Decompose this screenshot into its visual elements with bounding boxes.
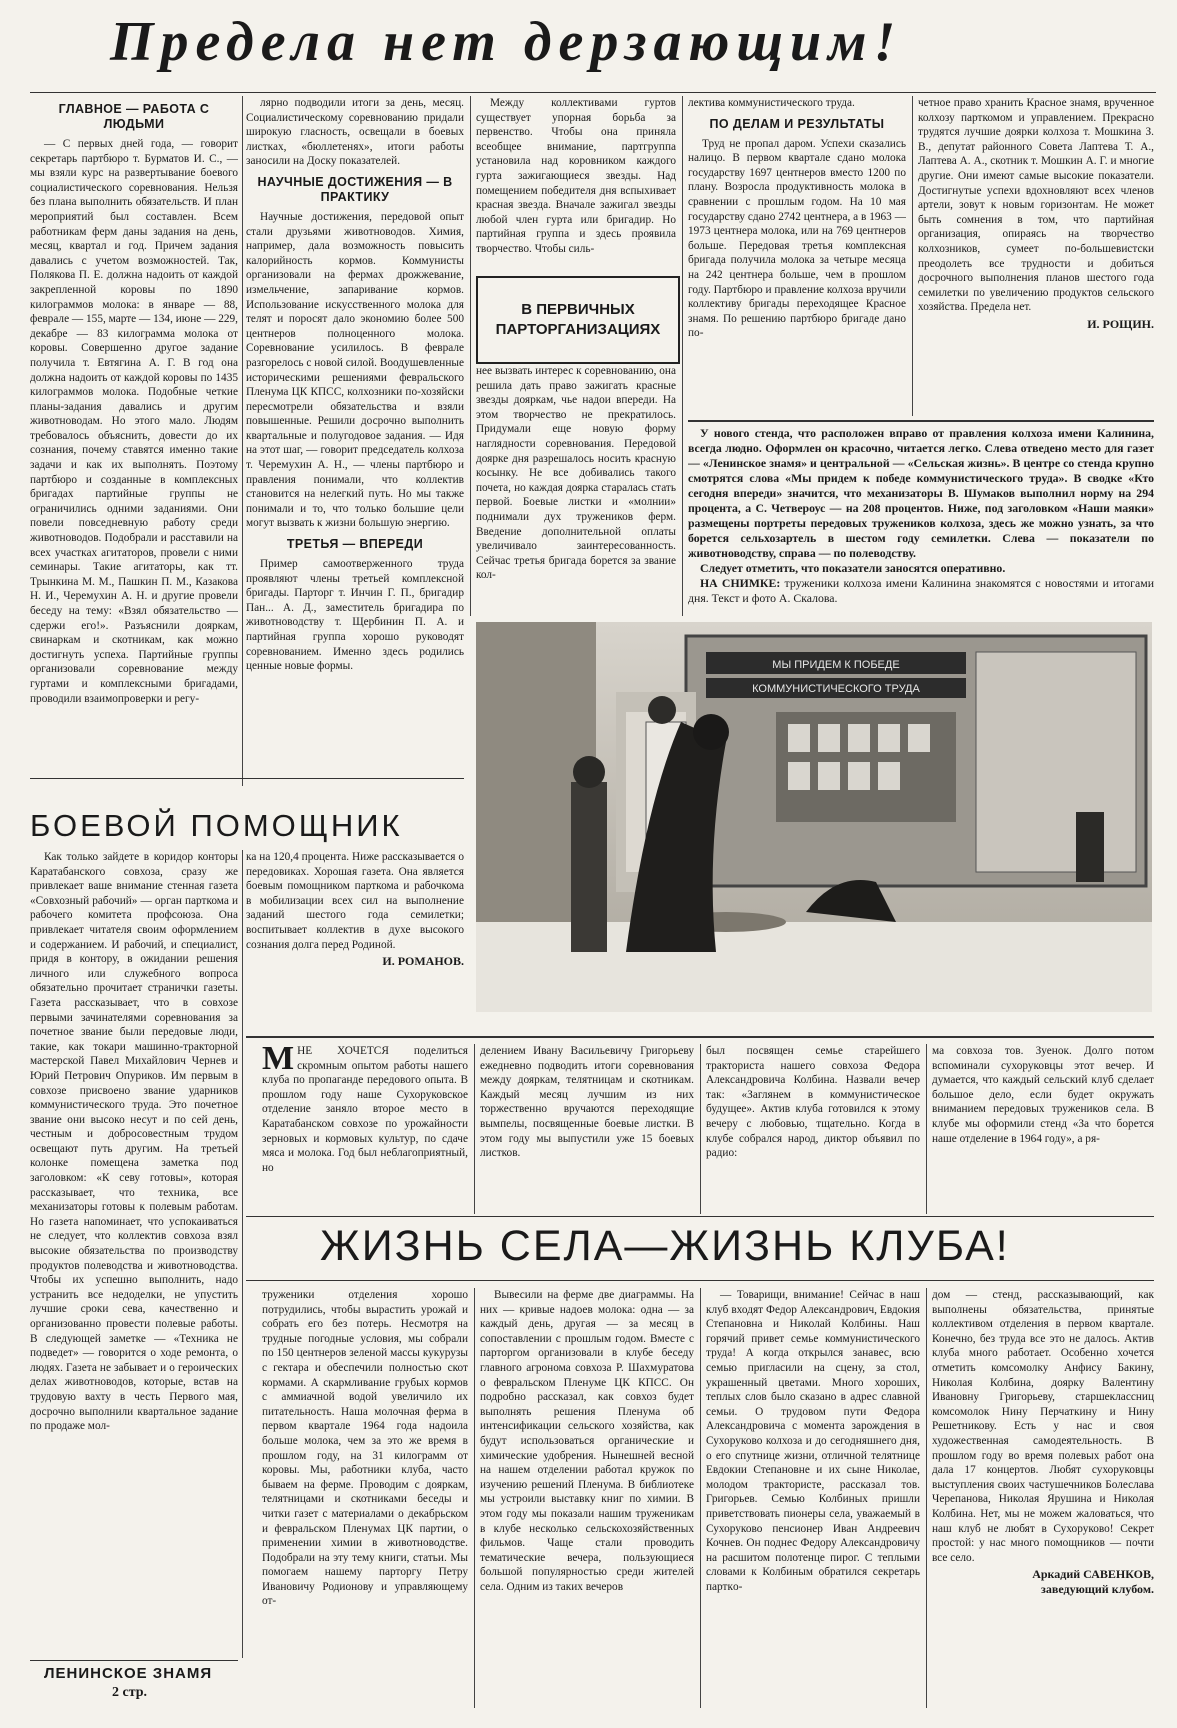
column-divider: [470, 96, 471, 616]
column-divider: [700, 1288, 701, 1708]
column-divider: [242, 850, 243, 1658]
column-divider: [474, 1044, 475, 1214]
col3-text-top: Между коллективами гуртов существует упорная борьба за первенство. Чтобы она приняла всеобщее внимание, партгруппа установила над коровником каждого гурта зажигающиеся звезды. Над помещением победителя дня вспыхивает красная звезда. Вначале зажигал звезды любой член гурта или бригадир. Но партийная группа и здесь проявила творчество. Чтобы силь-: [476, 97, 676, 255]
column-divider: [926, 1288, 927, 1708]
article3-text-g: — Товарищи, внимание! Сейчас в наш клуб входят Федор Александрович, Евдокия Степановна и Николай Колбины. Наш горячий привет семье коммунистического труда! А когда открылся занавес, всю семью пригласили на сцену, за стол, украшенный цветами. Много хороших, теплых слов было сказано в адрес славной семьи. О трудовом пути Федора Александровича с момента зарождения в Сухоруково колхоза и до сегодняшнего дня, о его спутнице жизни, отличной телятнице Евдокии Степановне и их сыне Николае, молодом трактористе, рассказал тов. Григорьев. Семью Колбиных пришли приветствовать пионеры села, уважаемый в Сухоруково пенсионер Иван Андреевич Кочнев. Он поднес Федору Александровичу на расшитом полотенце пирог. С теплыми словами к Колбиным обратился секретарь парткo-: [706, 1289, 920, 1593]
article3-text-f: Вывесили на ферме две диаграммы. На них — кривые надоев молока: одна — за каждый день, другая — за месяц в сопоставлении с прошлым годом. Вместе с парторгом организовали в клубе беседу главного агронома совхоза Р. Шахмуратова о февральском Пленуме ЦК КПСС. Он подробно рассказал, как совхоз будет выполнять решения Пленума об интенсификации сельского хозяйства, как будут использоваться органические и химические удобрения. Нынешней весной на нашем отделении работал кружок по изучению решений Пленума. В библиотеке мы устроили выставку книг по химии. В этом году мы показали нашим труженикам в клубе несколько сельскохозяйственных фильмов. Чаще стали проводить тематические вечера, пользующиеся большой популярностью среди жителей села. Одним из таких вечеров: [480, 1289, 694, 1593]
column-divider: [926, 1044, 927, 1214]
column-divider: [242, 96, 243, 786]
article2-text-b: ка на 120,4 процента. Ниже рассказывается о передовиках. Хорошая газета. Она является боевым помощником парткома и рабочкома в мобилизации всех сил на выполнение заданий шестого года семилетки; воспитывает коллектив в духе высокого сознания долга перед Родиной.: [246, 851, 464, 951]
col5-signature: И. РОЩИН.: [1087, 316, 1154, 331]
article3-title-rule-bottom: [246, 1280, 1154, 1281]
caption-lead: У нового стенда, что расположен вправо от правления колхоза имени Калинина, всегда людно. Оформлен он красочно, читается легко. Слева отведено место для газет — «Ленинское знамя» и центральной — «Сельская жизнь». В центре со стенда крупно смотрятся слова «Мы придем к победе коммунистического труда». В сводке «Кто сегодня впереди» значится, что механизаторы В. Шумаков выполнил норму на 294 процента, а С. Четвероус — на 208 процентов. Ниже, под заголовком «Наши маяки» размещены портреты передовых тружеников колхоза, здесь же можно узнать, за что борется сельхозартель в шестом году семилетки. Слева — показатели по животноводству, справа — по полеводству.: [688, 426, 1154, 560]
article3-text-b: делением Ивану Васильевичу Григорьеву ежедневно подводить итоги соревнования между дояркам, телятницам и скотникам. Каждый месяц лучшим из них торжественно вручаются переходящие вымпелы, посвященные боевые листки. В этом году мы выпустили уже 15 боевых листков.: [480, 1045, 694, 1160]
article3-top-rule: [246, 1036, 1154, 1038]
article3-col-a: [262, 1044, 468, 1214]
article3-text-a: НЕ ХОЧЕТСЯ поделиться скромным опытом работы нашего клуба по пропаганде передового опыта. В прошлом году наше Сухоруковское отделение заняло второе место в Каратабанском совхозе по урожайности зерновых и кормовых культур, по сдаче мяса и молока. Год был неблагоприятный, но: [262, 1045, 468, 1174]
col2-text-mid: Научные достижения, передовой опыт стали друзьями животноводов. Химия, например, дала возможность повысить калорийность кормов. Коммунисты организовали на фермах дрожжевание, измельчение, запаривание кормов. Использование искусственного молока для телят и поросят дало экономию более 500 центнеров полноценного молока. Соревнование усилилось. В феврале разгорелось с новой силой. Воодушевленные историческими решениями февральского Пленума ЦК КПСС, колхозники по-хозяйски пересмотрели обязательства и взяли повышенные. Решили досрочно выполнить квартальные и полугодовое задания. — Идя на этот шаг, — говорит председатель колхоза т. Черемухин А. Н., — члены партбюро и правления понимали, что коллектив становится на нелегкий путь. Но мы также понимали и то, что только большие цели могут вызвать к жизни большую энергию.: [246, 210, 464, 530]
rubric-label: В ПЕРВИЧНЫХ ПАРТОРГАНИЗАЦИЯХ: [495, 301, 661, 338]
page-headline: Предела нет дерзающим!: [110, 11, 903, 73]
column-3-bottom: [476, 364, 676, 616]
column-1: [30, 96, 238, 808]
article3-text-e: труженики отделения хорошо потрудились, чтобы вырастить урожай и собрать его без потерь. Несмотря на трудные погодные условия, мы собрали по 150 центнеров зеленой массы кукурузы с гектара и обеспечили полностью скот кормами. А скармливание грубых кормов с аммиачной водой увеличило их питательность. Наша молочная ферма в первом квартале 1964 года надоила больше молока, чем за это же время в прошлом году, на 31 килограмм от коровы. Мы, работники клуба, часто бываем на ферме. Проводим с дояркам, телятницами и скотниками беседы и читки газет с материалами о декабрьском и февральском Пленумах ЦК партии, о применении химии в животноводстве. Подобрали на эту тему книги, статьи. Мы помогаем нашему парторгу Петру Ивановичу Родионову и управляющему от-: [262, 1289, 468, 1608]
article3-col-d: [932, 1044, 1154, 1214]
column-5: [918, 96, 1154, 418]
col2-heading-2: ТРЕТЬЯ — ВПЕРЕДИ: [286, 537, 424, 552]
article3-title-rule-top: [246, 1216, 1154, 1217]
article2-signature: И. РОМАНОВ.: [382, 954, 464, 969]
col2-heading-1: НАУЧНЫЕ ДОСТИЖЕНИЯ — В ПРАКТИКУ: [257, 174, 453, 204]
rubric-box: [476, 276, 680, 364]
article3-col-b: [480, 1044, 694, 1214]
column-divider: [912, 96, 913, 416]
stand-text-1: МЫ ПРИДЕМ К ПОБЕДЕ: [772, 659, 900, 671]
article2-title: БОЕВОЙ ПОМОЩНИК: [30, 808, 403, 843]
article2-text-a: Как только зайдете в коридор конторы Каратабанского совхоза, сразу же привлекает ваше внимание стенная газета «Совхозный рабочий» — орган парткома и рабочего комитета профсоюза. Она привлекает читателя своим оформлением и содержанием. И рабочий, и специалист, придя в контору, в ожидании решения личного или служебного вопроса обязательно прочитает странички газеты. Газета рассказывает, что в совхозе первыми зачинателями соревнования за почетное звание были передовые люди, такие, как токари машинно-тракторной мастерской Павел Михайлович Чернев и Юрий Петрович Опуриков. Им первым в совхозе присвоено звание ударников коммунистического труда. Это почетное звание они высоко несут и по сей день, честным и добросовестным трудом освещают путь другим. На третьей колонке помещена заметка под заголовком: «К севу готовы», которая рассказывает, что техника, все механизаторы готовы к полевым работам. Но газета напоминает, что успокаиваться не следует, что коллектив совхоза взял высокие обязательства по производству продуктов полеводства и животноводства. Чтобы их успешно выполнить, надо устранить все недоделки, не упустить лучшие сроки сева, качественно и организованно провести полевые работы. В следующей заметке — «Техника не подведет» — говорится о ходе ремонта, о людях. Газета не забывает и о героических делах животноводов, которые, встав на трудовую вахту в честь Первого мая, досрочно выполнили квартальное задание по продаже мол-: [30, 851, 238, 1433]
article3-col-c: [706, 1044, 920, 1214]
caption-credit: Текст и фото А. Скалова.: [711, 591, 838, 605]
column-divider: [474, 1288, 475, 1708]
column-divider: [700, 1044, 701, 1214]
col5-text: четное право хранить Красное знамя, врученное колхозу парткомом и управлением. Прекрасно трудятся лучшие доярки колхоза т. Мошкина З. В., депутат районного Совета Лаптева Т. А., Лаптева А. А., скотник т. Мошкин А. Г. и многие другие. Они имеют самые высокие показатели. Достигнутые успехи вдохновляют всех членов артели, зовут к новым горизонтам. Не может быть сомнения в том, что партийная организация, опираясь на творчество колхозников, сумеет по-большевистски преодолеть все трудности и добиться досрочного выполнения планов шестого года семилетки по увеличению продуктов сельского хозяйства. Предела нет.: [918, 97, 1154, 314]
col2-text-bottom: Пример самоотверженного труда проявляют члены третьей комплексной бригады. Парторг т. Инчин Г. П., бригадир Пан... А. Д., заместитель бригадира по животноводству т. Щербинин П. А. и партийная группа хорошо руководят соревнованием. Именно здесь родились ценные новые формы.: [246, 558, 464, 673]
article3-col-h: [932, 1288, 1154, 1708]
article2-column-b: [246, 850, 464, 1020]
article3-text-h: дом — стенд, рассказывающий, как выполнены обязательства, принятые коллективом отделения в первом квартале. Конечно, без труда все это не далось. Актив клуба много работает. Особенно хочется отметить комсомолку Анфису Бакину, Николая Колбина, доярку Валентину Ивановну Григорьеву, старшеклассниц комсомолок Нину Перчаткину и Нину Решетникову. Есть у нас и своя художественная самодеятельность. В прошлом году во время полевых работ она дала 17 концертов. Любят сухоруковцы выступления своих частушечников Болеслава Черепанова, Николая Ярушина и Николая Колбина. Нет, мы не можем жаловаться, что наш клуб не любят в Сухоруково! Секрет простой: у нас много помощников — почти все село.: [932, 1289, 1154, 1564]
col4-text-top: лектива коммунистического труда.: [688, 97, 855, 109]
col2-text-top: лярно подводили итоги за день, месяц. Социалистическому соревнованию придали широкую гласность, освещали в боевых листках, «бюллетенях», итоги работы заносили на Доску показателей.: [246, 97, 464, 168]
col4-heading: ПО ДЕЛАМ И РЕЗУЛЬТАТЫ: [709, 116, 885, 131]
page-number: 2 стр.: [112, 1685, 148, 1700]
article3-text-c: был посвящен семье старейшего тракториста нашего совхоза Федора Александровича Колбина. Назвали вечер так: «Заглянем в коммунистическое будущее». Актив клуба готовился к этому вечеру с любовью, тщательно. Когда в клубе собрался народ, диктор объявил по радио:: [706, 1045, 920, 1160]
article3-drop-cap: М: [262, 1044, 295, 1077]
article2-column-a: [30, 850, 238, 1658]
article3-signature-role: заведующий клубом.: [1041, 1581, 1154, 1596]
caption-note: Следует отметить, что показатели заносятся оперативно.: [700, 561, 1006, 575]
article3-col-g: [706, 1288, 920, 1708]
caption-photo-label: НА СНИМКЕ:: [700, 576, 781, 590]
footer-rule: [30, 1660, 238, 1661]
article3-signature: Аркадий САВЕНКОВ,: [1032, 1567, 1154, 1582]
col4-text: Труд не пропал даром. Успехи сказались налицо. В первом квартале сдано молока государству 1697 центнеров вместо 1200 по плану. Возросла продуктивность молока в сравнении с прошлым годом. На 10 мая государству сдано 2742 центнера, а в 1963 — 1973 центнера молока, или на 769 центнеров больше. Передовая третья комплексная бригада получила молока за четыре месяца на 242 центнера больше, чем в прошлом году. Партбюро и правление колхоза вручили коллективу бригады переходящее Красное знамя. По решению партбюро бригаде дано по-: [688, 137, 906, 340]
column-2: [246, 96, 464, 786]
photo-illustration: [476, 622, 1152, 1012]
column-3-top: [476, 96, 676, 274]
stand-text-2: КОММУНИСТИЧЕСКОГО ТРУДА: [752, 683, 920, 695]
column-divider: [682, 96, 683, 616]
photo-caption: [688, 426, 1154, 616]
col1-text: — С первых дней года, — говорит секретарь партбюро т. Бурматов И. С., — мы взяли курс на развертывание боевого социалистического соревнования. Нельзя без плана выполнить обязательств. И план мероприятий был составлен. Всем работникам ферм даны задания на день, месяц, квартал и год. Причем задания давались с учетом возможностей. Так, Полякова П. Е. должна надоить от каждой закрепленной коровы по 1890 килограммов молока: в январе — 88, феврале — 155, марте — 134, июне — 229, декабре — 83 килограмма молока от коровы. Совершенно другое задание получила т. Евтягина А. Г. В год она должна надоить от каждой коровы по 1435 килограммов молока. Подобные четкие планы-задания давались и другим животноводам. Но этого мало. Людям требовалось объяснить, довести до их сознания, почему ставятся именно такие задачи и как их выполнять. Поэтому партбюро и созданные в комплексных бригадах партийные группы не ограничились одними заданиями. Они повели повседневную работу среди животноводов. Подобрали и расставили на всех участках агитаторов, провели с ними семинары. Такие агитаторы, как тт. Трынкина М. М., Пашкин П. М., Казакова Н. И., Черемухин А. Н. и другие провели беседу на тему: «Взял обязательство — сдержи его!». Разъяснили дояркам, свинаркам и скотникам, как можно достигнуть успеха. Партийные группы организовали соревнование между гуртами и комплексными бригадами, проводили взаимопроверки и регу-: [30, 138, 238, 705]
news-photo: [476, 622, 1152, 1012]
newspaper-name: ЛЕНИНСКОЕ ЗНАМЯ: [44, 1665, 213, 1682]
article3-title: ЖИЗНЬ СЕЛА—ЖИЗНЬ КЛУБА!: [320, 1222, 1010, 1270]
col3-text-bottom: нее вызвать интерес к соревнованию, она решила дать право зажигать красные звезды дояркам, чье надои впереди. На этом творчество не прекратилось. Придумали еще новую форму наглядности соревнования. Передовой доярке дня разрешалось носить красную косынку. Не все добивались такого почета, но каждая доярка старалась стать первой. Боевые листки и «молнии» поднимали дух тружеников ферм. Введение дополнительной оплаты увеличивало заинтересованность. Сейчас третья бригада борется за звание кол-: [476, 365, 676, 582]
caption-photo-text: труженики колхоза имени Калинина знакомятся с новостями и итогами дня.: [688, 576, 1154, 605]
article3-text-d: ма совхоза тов. Зуенок. Долго потом вспоминали сухоруковцы этот вечер. И думается, что каждый сельский клуб сделает большое дело, если будет окружать вниманием передовых тружеников села. В клубе мы оформили стенд «За что борется наше отделение в 1964 году», а ря-: [932, 1045, 1154, 1145]
column-4: [688, 96, 906, 416]
article3-col-f: [480, 1288, 694, 1708]
article2-top-rule: [30, 778, 464, 779]
caption-top-rule: [688, 420, 1154, 422]
article3-col-e: [262, 1288, 468, 1708]
col1-heading: ГЛАВНОЕ — РАБОТА С ЛЮДЬМИ: [58, 102, 210, 131]
headline-rule: [30, 92, 1156, 93]
